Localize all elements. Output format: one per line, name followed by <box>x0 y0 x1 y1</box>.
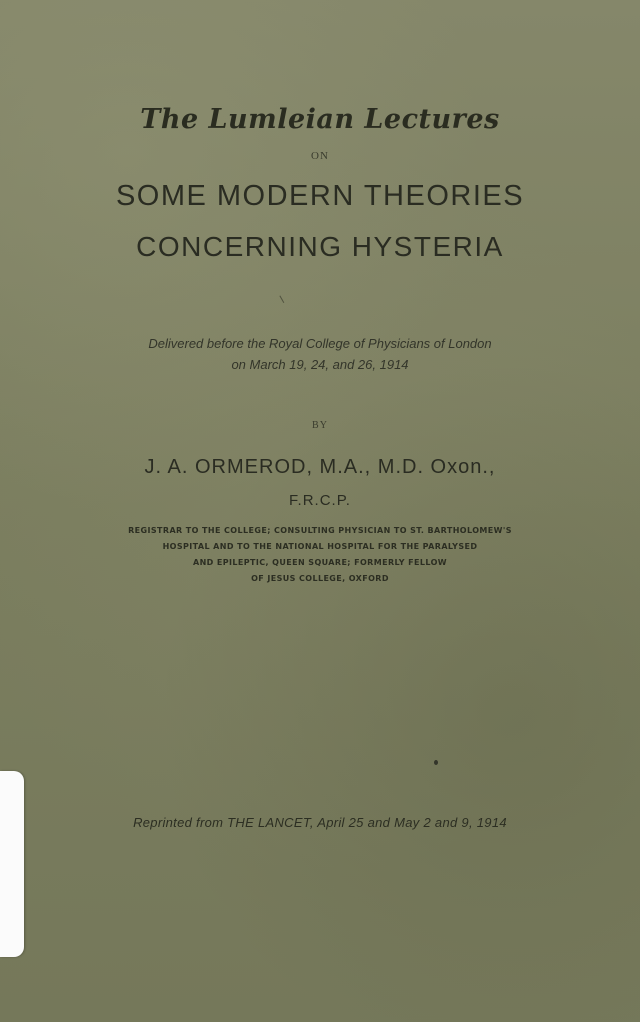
delivered-line-2: on March 19, 24, and 26, 1914 <box>231 357 409 372</box>
credential-line-3: AND EPILEPTIC, QUEEN SQUARE; FORMERLY FELLOW <box>193 558 447 567</box>
credential-line-1: REGISTRAR TO THE COLLEGE; CONSULTING PHYSICIAN TO ST. BARTHOLOMEW'S <box>128 526 512 535</box>
series-title: The Lumleian Lectures <box>140 104 500 135</box>
credential-line-4: OF JESUS COLLEGE, OXFORD <box>251 574 389 583</box>
main-title-line-1: SOME MODERN THEORIES <box>115 180 525 212</box>
delivered-line-1: Delivered before the Royal College of Physicians of London <box>148 336 492 351</box>
ornament-dot <box>434 760 438 765</box>
reprint-note: Reprinted from THE LANCET, April 25 and May 2 and 9, 1914 <box>133 815 507 830</box>
stray-mark <box>279 293 288 303</box>
by-label: BY <box>312 420 328 431</box>
page-edge-tab <box>0 771 24 957</box>
on-label: ON <box>311 150 329 162</box>
author-name: J. A. ORMEROD, M.A., M.D. Oxon., <box>144 456 496 478</box>
main-title-line-2: CONCERNING HYSTERIA <box>136 231 504 262</box>
credential-line-2: HOSPITAL AND TO THE NATIONAL HOSPITAL FOR THE PARALYSED <box>162 542 478 551</box>
author-degree: F.R.C.P. <box>289 492 351 509</box>
